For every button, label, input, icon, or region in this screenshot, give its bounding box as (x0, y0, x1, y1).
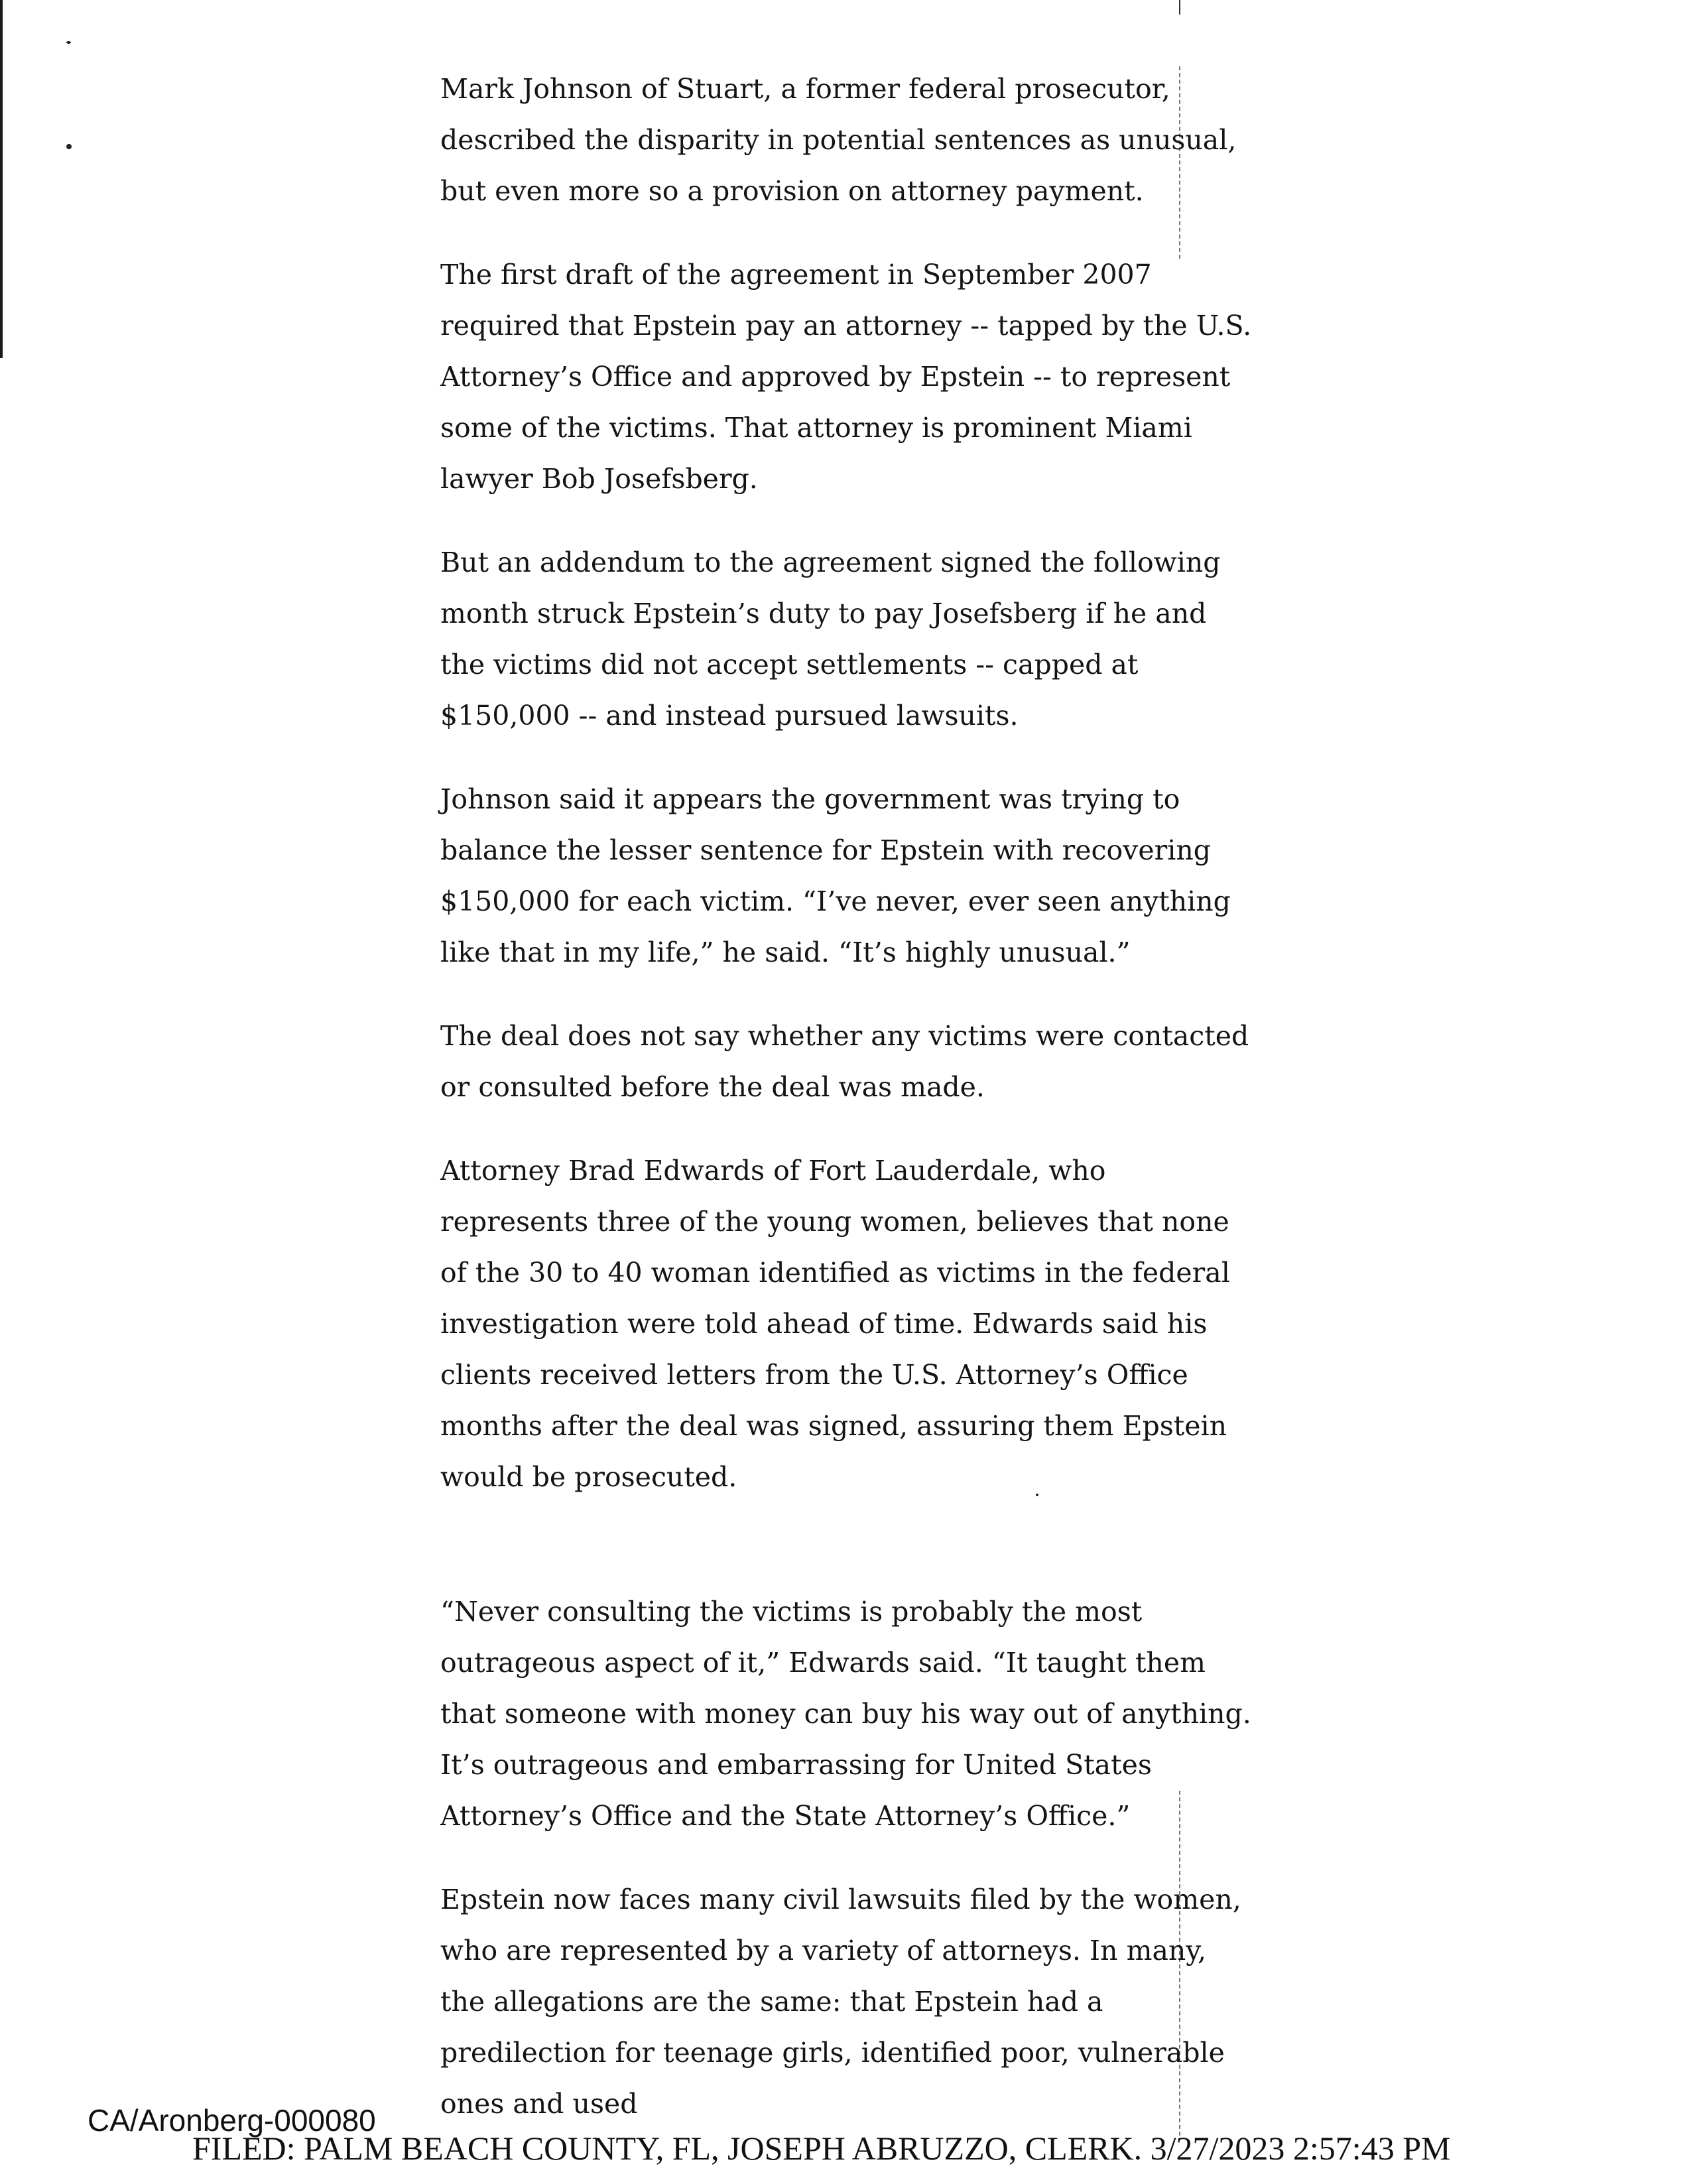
paragraph: The first draft of the agreement in September 2007 required that Epstein pay an attorney -- tapped by the U.S. Attorney’s Office and approved by Epstein -- to represent some of the victims. That attorney is prominent Miami lawyer Bob Josefsberg. (440, 259, 1252, 495)
scan-tick (1179, 0, 1180, 15)
article-body (440, 64, 1256, 2162)
paragraph: “Never consulting the victims is probably the most outrageous aspect of it,” Edwards said. “It taught them that someone with money can buy his way out of anything. It’s outrageous and embarrassing for United States Attorney’s Office and the State Attorney’s Office.” (440, 1596, 1251, 1832)
scan-speck (66, 144, 72, 149)
paragraph: Mark Johnson of Stuart, a former federal prosecutor, described the disparity in potential sentences as unusual, but even more so a provision on attorney payment. (440, 73, 1237, 207)
paragraph: Epstein now faces many civil lawsuits filed by the women, who are represented by a variety of attorneys. In many, the allegations are the same: that Epstein had a predilection for teenage girls, identified poor, vulnerable ones and used (440, 1884, 1241, 2120)
bates-number: CA/Aronberg-000080 (88, 2103, 376, 2138)
paragraph: Johnson said it appears the government was trying to balance the lesser sentence for Epstein with recovering $150,000 for each victim. “I’ve never, ever seen anything like that in my life,” he said. “It’s highly unusual.” (440, 783, 1231, 968)
paragraph: Attorney Brad Edwards of Fort Lauderdale, who represents three of the young women, believes that none of the 30 to 40 woman identified as victims in the federal investigation were told ahead of time. Edwards said his clients received letters from the U.S. Attorney’s Office months after the deal was signed, assuring them Epstein would be prosecuted. (440, 1155, 1230, 1493)
scan-edge-line (0, 0, 3, 358)
paragraph: The deal does not say whether any victims were contacted or consulted before the deal was made. (440, 1020, 1249, 1103)
scan-speck (66, 41, 71, 44)
paragraph: But an addendum to the agreement signed the following month struck Epstein’s duty to pay Josefsberg if he and the victims did not accept settlements -- capped at $150,000 -- and instead pursued lawsuits. (440, 546, 1221, 732)
filing-stamp: FILED: PALM BEACH COUNTY, FL, JOSEPH ABRUZZO, CLERK. 3/27/2023 2:57:43 PM (192, 2130, 1451, 2167)
